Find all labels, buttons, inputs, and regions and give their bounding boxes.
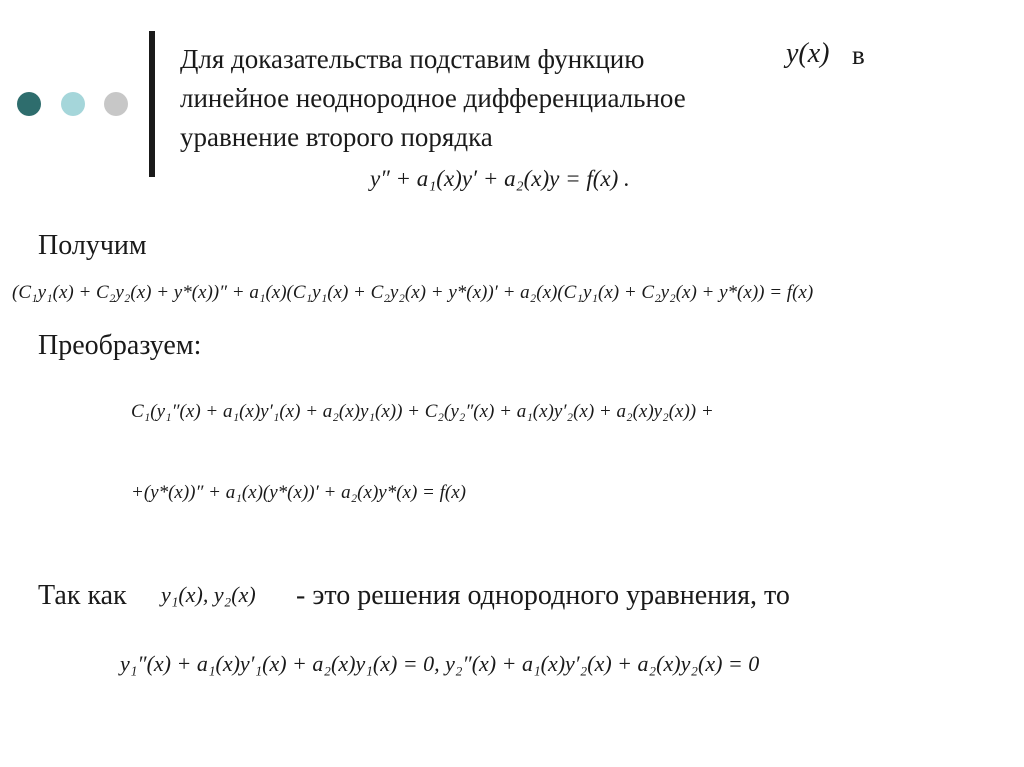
intro-function: y(x) bbox=[786, 38, 830, 69]
equation-substituted: (C₁y₁(x) + C₂y₂(x) + y*(x))″ + a₁(x)(C₁y₁(x) + C₂y₂(x) + y*(x))′ + a₂(x)(C₁y₁(x) + C₂y₂(x) + y*(x)) = f(x) bbox=[12, 282, 814, 303]
label-get: Получим bbox=[38, 230, 147, 261]
label-transform: Преобразуем: bbox=[38, 330, 202, 361]
title-vertical-bar bbox=[149, 31, 155, 177]
equation-homogeneous: y₁″(x) + a₁(x)y′₁(x) + a₂(x)y₁(x) = 0, y₂″(x) + a₁(x)y′₂(x) + a₂(x)y₂(x) = 0 bbox=[120, 651, 760, 676]
label-solutions: - это решения однородного уравнения, то bbox=[296, 580, 790, 611]
decor-dot-light bbox=[61, 92, 85, 116]
equation-transformed-line-2: +(y*(x))″ + a₁(x)(y*(x))′ + a₂(x)y*(x) = f(x) bbox=[131, 482, 466, 503]
equation-main: y″ + a₁(x)y′ + a₂(x)y = f(x) . bbox=[370, 166, 630, 191]
label-since: Так как bbox=[38, 580, 127, 611]
equation-transformed-line-1: C₁(y₁″(x) + a₁(x)y′₁(x) + a₂(x)y₁(x)) + C₂(y₂″(x) + a₁(x)y′₂(x) + a₂(x)y₂(x)) + bbox=[131, 401, 714, 422]
intro-word-v: в bbox=[852, 40, 865, 70]
decor-dot-gray bbox=[104, 92, 128, 116]
decor-dot-dark bbox=[17, 92, 41, 116]
solutions-y1-y2: y₁(x), y₂(x) bbox=[161, 582, 256, 607]
intro-text: Для доказательства подставим функцию линейное неоднородное дифференциальное уравнение второго порядка bbox=[180, 44, 686, 152]
